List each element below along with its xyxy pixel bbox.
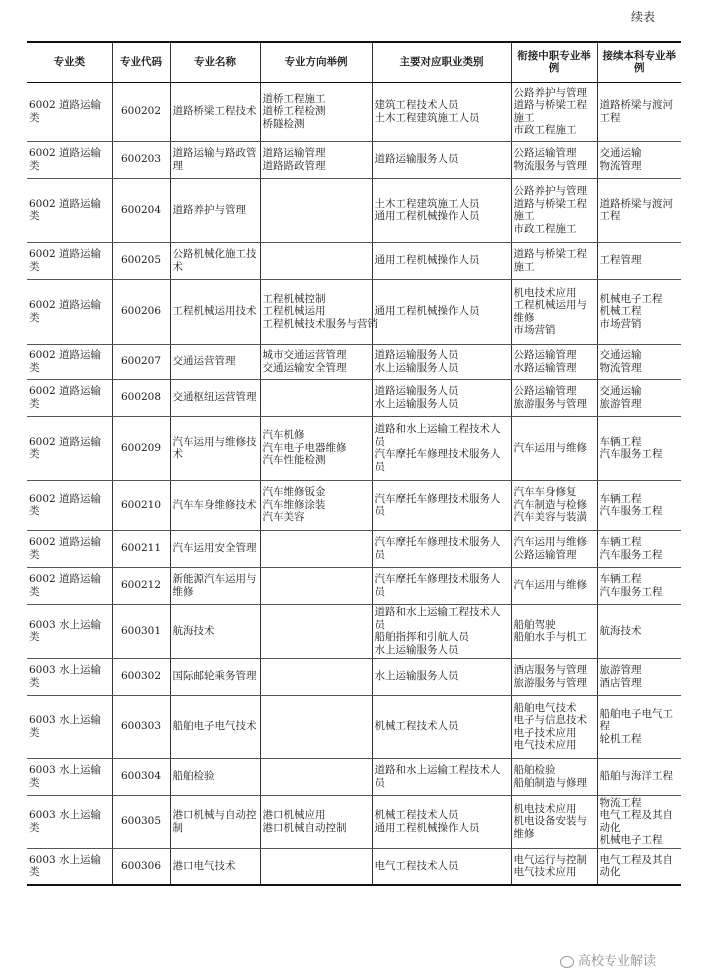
cell-directions-line: 桥隧检测 bbox=[262, 117, 305, 130]
cell-secondary-line: 汽车运用与维修 bbox=[513, 441, 587, 454]
cell-directions-line: 港口机械自动控制 bbox=[262, 821, 347, 834]
cell-secondary bbox=[511, 416, 597, 480]
cell-category: 6003 水上运输类 bbox=[27, 604, 112, 658]
cell-directions bbox=[260, 344, 372, 379]
cell-occupations bbox=[372, 379, 511, 416]
cell-undergrad bbox=[597, 480, 681, 530]
cell-directions bbox=[260, 82, 372, 141]
cell-secondary-line: 公路运输管理 bbox=[513, 385, 577, 397]
cell-undergrad bbox=[597, 530, 681, 567]
cell-secondary-line: 电气技术应用 bbox=[513, 866, 577, 879]
cell-directions bbox=[260, 530, 372, 567]
cell-name-line: 汽车车身维修技术 bbox=[172, 498, 257, 511]
cell-directions-line: 道桥工程检测 bbox=[262, 105, 326, 118]
cell-occupations-line: 道路运输服务人员 bbox=[374, 153, 459, 166]
header-category: 专业类 bbox=[27, 42, 112, 82]
cell-undergrad-line: 酒店管理 bbox=[599, 676, 642, 689]
cell-code: 600302 bbox=[112, 658, 170, 695]
cell-secondary bbox=[511, 242, 597, 279]
cell-secondary bbox=[511, 480, 597, 530]
cell-category: 6003 水上运输类 bbox=[27, 848, 112, 885]
cell-undergrad-line: 航海技术 bbox=[599, 624, 642, 637]
cell-occupations bbox=[372, 344, 511, 379]
cell-secondary-line: 船舶检验 bbox=[513, 764, 556, 776]
cell-secondary-line: 公路养护与管理 bbox=[513, 86, 587, 99]
cell-undergrad-line: 物流管理 bbox=[599, 159, 642, 172]
cell-directions-line: 汽车性能检测 bbox=[262, 454, 326, 467]
table-row bbox=[27, 795, 681, 848]
cell-code: 600206 bbox=[112, 279, 170, 344]
cell-occupations bbox=[372, 567, 511, 604]
cell-secondary-line: 市场营销 bbox=[513, 324, 556, 336]
cell-undergrad bbox=[597, 279, 681, 344]
table-row bbox=[27, 344, 681, 379]
cell-undergrad bbox=[597, 658, 681, 695]
cell-secondary-line: 机电技术应用 bbox=[513, 802, 577, 815]
cell-category: 6003 水上运输类 bbox=[27, 695, 112, 758]
cell-name bbox=[170, 82, 260, 141]
cell-name-line: 道路运输与路政管理 bbox=[172, 147, 257, 172]
cell-directions-line: 汽车机修 bbox=[262, 429, 305, 442]
cell-secondary-line: 道路与桥梁工程施工 bbox=[513, 197, 587, 222]
cell-undergrad-line: 车辆工程 bbox=[599, 573, 642, 585]
cell-undergrad-line: 交通运输 bbox=[599, 385, 642, 397]
cell-secondary-line: 旅游服务与管理 bbox=[513, 397, 587, 410]
cell-occupations bbox=[372, 242, 511, 279]
cell-name-line: 道路桥梁工程技术 bbox=[172, 105, 257, 118]
cell-occupations-line: 土木工程建筑施工人员 bbox=[374, 197, 480, 210]
table-row bbox=[27, 758, 681, 795]
cell-name bbox=[170, 848, 260, 885]
cell-code: 600306 bbox=[112, 848, 170, 885]
cell-occupations bbox=[372, 658, 511, 695]
cell-name-line: 国际邮轮乘务管理 bbox=[172, 670, 257, 683]
cell-undergrad-line: 汽车服务工程 bbox=[599, 505, 663, 517]
cell-undergrad bbox=[597, 141, 681, 178]
cell-name bbox=[170, 480, 260, 530]
cell-secondary-line: 物流服务与管理 bbox=[513, 159, 587, 172]
cell-category: 6002 道路运输类 bbox=[27, 178, 112, 242]
cell-category: 6002 道路运输类 bbox=[27, 279, 112, 344]
cell-occupations-line: 汽车摩托车修理技术服务人员 bbox=[374, 536, 501, 561]
header-occupations: 主要对应职业类别 bbox=[372, 42, 511, 82]
cell-directions-line: 港口机械应用 bbox=[262, 809, 326, 821]
cell-secondary-line: 机电技术应用 bbox=[513, 286, 577, 299]
cell-occupations bbox=[372, 82, 511, 141]
cell-directions bbox=[260, 695, 372, 758]
cell-occupations bbox=[372, 848, 511, 885]
cell-code: 600301 bbox=[112, 604, 170, 658]
cell-category: 6002 道路运输类 bbox=[27, 242, 112, 279]
cell-secondary-line: 市政工程施工 bbox=[513, 124, 577, 136]
cell-name bbox=[170, 530, 260, 567]
cell-occupations-line: 道路和水上运输工程技术人员 bbox=[374, 423, 501, 448]
table-row bbox=[27, 480, 681, 530]
cell-undergrad-line: 物流管理 bbox=[599, 361, 642, 374]
cell-occupations-line: 汽车摩托车修理技术服务人员 bbox=[374, 573, 501, 598]
cell-undergrad bbox=[597, 695, 681, 758]
cell-occupations-line: 通用工程机械操作人员 bbox=[374, 821, 480, 834]
cell-undergrad-line: 交通运输 bbox=[599, 349, 642, 361]
cell-undergrad bbox=[597, 82, 681, 141]
cell-secondary bbox=[511, 178, 597, 242]
cell-undergrad-line: 旅游管理 bbox=[599, 664, 642, 676]
cell-occupations-line: 道路和水上运输工程技术人员 bbox=[374, 606, 501, 631]
cell-occupations-line: 水上运输服务人员 bbox=[374, 361, 459, 374]
cell-name bbox=[170, 344, 260, 379]
cell-occupations bbox=[372, 416, 511, 480]
cell-secondary-line: 工程机械运用与维修 bbox=[513, 299, 587, 324]
cell-undergrad-line: 机械电子工程 bbox=[599, 834, 663, 846]
cell-name-line: 工程机械运用技术 bbox=[172, 305, 257, 318]
cell-secondary bbox=[511, 658, 597, 695]
cell-directions bbox=[260, 658, 372, 695]
cell-name bbox=[170, 604, 260, 658]
cell-occupations bbox=[372, 530, 511, 567]
cell-occupations-line: 水上运输服务人员 bbox=[374, 397, 459, 410]
cell-code: 600211 bbox=[112, 530, 170, 567]
cell-directions bbox=[260, 379, 372, 416]
table-row bbox=[27, 530, 681, 567]
cell-name-line: 航海技术 bbox=[172, 624, 215, 637]
cell-code: 600203 bbox=[112, 141, 170, 178]
cell-directions bbox=[260, 279, 378, 344]
cell-directions bbox=[260, 480, 372, 530]
cell-directions-line: 城市交通运营管理 bbox=[262, 349, 347, 361]
watermark-text: 高校专业解读 bbox=[578, 954, 657, 969]
cell-secondary bbox=[511, 795, 597, 848]
cell-secondary bbox=[511, 695, 597, 758]
cell-code: 600207 bbox=[112, 344, 170, 379]
table-row bbox=[27, 416, 681, 480]
cell-directions-line: 道桥工程施工 bbox=[262, 92, 326, 105]
cell-undergrad bbox=[597, 416, 681, 480]
cell-directions-line: 工程机械技术服务与营销 bbox=[262, 317, 378, 330]
cell-secondary-line: 道路与桥梁工程施工 bbox=[513, 99, 587, 124]
table-row bbox=[27, 178, 681, 242]
cell-undergrad-line: 轮机工程 bbox=[599, 732, 642, 745]
cell-undergrad-line: 交通运输 bbox=[599, 147, 642, 159]
cell-code: 600304 bbox=[112, 758, 170, 795]
cell-occupations-line: 水上运输服务人员 bbox=[374, 643, 459, 656]
header-secondary: 衔接中职专业举例 bbox=[511, 42, 597, 82]
cell-name bbox=[170, 795, 260, 848]
cell-undergrad-line: 机械电子工程 bbox=[599, 292, 663, 305]
cell-name bbox=[170, 567, 260, 604]
cell-occupations bbox=[372, 480, 511, 530]
cell-occupations bbox=[372, 795, 511, 848]
cell-secondary-line: 公路运输管理 bbox=[513, 147, 577, 159]
cell-undergrad bbox=[597, 178, 681, 242]
cell-code: 600303 bbox=[112, 695, 170, 758]
cell-category: 6002 道路运输类 bbox=[27, 344, 112, 379]
cell-directions bbox=[260, 416, 372, 480]
cell-code: 600205 bbox=[112, 242, 170, 279]
cell-secondary-line: 电气运行与控制 bbox=[513, 853, 587, 866]
cell-directions bbox=[260, 848, 372, 885]
cell-directions bbox=[260, 604, 372, 658]
cell-name-line: 港口机械与自动控制 bbox=[172, 809, 257, 834]
cell-name-line: 公路机械化施工技术 bbox=[172, 248, 257, 273]
cell-directions bbox=[260, 141, 372, 178]
cell-occupations-line: 机械工程技术人员 bbox=[374, 720, 459, 733]
cell-directions-line: 工程机械控制 bbox=[262, 292, 326, 305]
cell-name-line: 交通运营管理 bbox=[172, 355, 236, 368]
cell-occupations-line: 道路运输服务人员 bbox=[374, 349, 459, 361]
cell-code: 600208 bbox=[112, 379, 170, 416]
header-name: 专业名称 bbox=[170, 42, 260, 82]
cell-name bbox=[170, 178, 260, 242]
cell-undergrad bbox=[597, 242, 681, 279]
cell-undergrad-line: 船舶与海洋工程 bbox=[599, 770, 673, 783]
cell-occupations-line: 水上运输服务人员 bbox=[374, 670, 459, 683]
cell-undergrad-line: 车辆工程 bbox=[599, 536, 642, 548]
header-code: 专业代码 bbox=[112, 42, 170, 82]
cell-directions bbox=[260, 795, 372, 848]
cell-directions bbox=[260, 242, 372, 279]
cell-undergrad bbox=[597, 848, 681, 885]
cell-secondary-line: 市政工程施工 bbox=[513, 222, 577, 235]
cell-secondary-line: 酒店服务与管理 bbox=[513, 664, 587, 676]
cell-undergrad bbox=[597, 379, 681, 416]
cell-secondary-line: 电子与信息技术 bbox=[513, 714, 587, 726]
cell-occupations-line: 通用工程机械操作人员 bbox=[374, 210, 480, 222]
table-row bbox=[27, 604, 681, 658]
cell-code: 600204 bbox=[112, 178, 170, 242]
table-row bbox=[27, 848, 681, 885]
cell-undergrad-line: 汽车服务工程 bbox=[599, 548, 663, 561]
cell-category: 6002 道路运输类 bbox=[27, 416, 112, 480]
cell-undergrad-line: 旅游管理 bbox=[599, 397, 642, 410]
cell-occupations-line: 道路和水上运输工程技术人员 bbox=[374, 764, 501, 789]
cell-name-line: 汽车运用与维修技术 bbox=[172, 435, 257, 460]
cell-undergrad-line: 道路桥梁与渡河工程 bbox=[599, 99, 673, 124]
cell-secondary-line: 船舶驾驶 bbox=[513, 618, 556, 631]
cell-secondary bbox=[511, 758, 597, 795]
cell-undergrad-line: 工程管理 bbox=[599, 254, 642, 267]
table-row bbox=[27, 279, 681, 344]
cell-undergrad-line: 电气工程及其自动化 bbox=[599, 853, 673, 879]
cell-undergrad-line: 车辆工程 bbox=[599, 435, 642, 448]
cell-name-line: 新能源汽车运用与维修 bbox=[172, 573, 257, 598]
cell-occupations-line: 汽车摩托车修理技术服务人员 bbox=[374, 492, 501, 517]
cell-secondary bbox=[511, 344, 597, 379]
cell-secondary-line: 汽车运用与维修 bbox=[513, 536, 587, 548]
cell-secondary bbox=[511, 567, 597, 604]
cell-occupations bbox=[372, 279, 511, 344]
cell-occupations bbox=[372, 604, 511, 658]
cell-code: 600202 bbox=[112, 82, 170, 141]
cell-category: 6002 道路运输类 bbox=[27, 567, 112, 604]
table-row bbox=[27, 242, 681, 279]
cell-occupations bbox=[372, 758, 511, 795]
cell-name bbox=[170, 695, 260, 758]
cell-category: 6003 水上运输类 bbox=[27, 658, 112, 695]
cell-category: 6003 水上运输类 bbox=[27, 795, 112, 848]
cell-occupations-line: 道路运输服务人员 bbox=[374, 385, 459, 397]
cell-category: 6002 道路运输类 bbox=[27, 379, 112, 416]
cell-directions-line: 汽车维修钣金 bbox=[262, 486, 326, 499]
table-body bbox=[27, 82, 681, 885]
cell-secondary bbox=[511, 141, 597, 178]
majors-table bbox=[27, 41, 681, 886]
cell-undergrad bbox=[597, 795, 681, 848]
cell-occupations-line: 船舶指挥和引航人员 bbox=[374, 631, 469, 643]
cell-category: 6003 水上运输类 bbox=[27, 758, 112, 795]
cell-secondary-line: 机电设备安装与维修 bbox=[513, 815, 587, 840]
cell-name bbox=[170, 141, 260, 178]
cell-occupations-line: 机械工程技术人员 bbox=[374, 809, 459, 821]
cell-directions-line: 汽车电子电器维修 bbox=[262, 441, 347, 454]
cell-secondary-line: 公路养护与管理 bbox=[513, 185, 587, 197]
cell-name bbox=[170, 658, 260, 695]
cell-occupations-line: 汽车摩托车修理技术服务人员 bbox=[374, 448, 501, 473]
cell-secondary-line: 汽车美容与装潢 bbox=[513, 511, 587, 524]
cell-undergrad-line: 机械工程 bbox=[599, 305, 642, 318]
table-row bbox=[27, 567, 681, 604]
table-row bbox=[27, 141, 681, 178]
cell-occupations-line: 电气工程技术人员 bbox=[374, 860, 459, 872]
cell-secondary-line: 水路运输管理 bbox=[513, 361, 577, 374]
cell-undergrad bbox=[597, 758, 681, 795]
cell-name bbox=[170, 242, 260, 279]
table-row bbox=[27, 695, 681, 758]
cell-undergrad-line: 道路桥梁与渡河工程 bbox=[599, 197, 673, 222]
wechat-icon bbox=[560, 956, 574, 968]
cell-secondary-line: 道路与桥梁工程施工 bbox=[513, 248, 587, 273]
table-row bbox=[27, 658, 681, 695]
cell-code: 600305 bbox=[112, 795, 170, 848]
cell-secondary bbox=[511, 604, 597, 658]
cell-occupations bbox=[372, 695, 511, 758]
cell-undergrad-line: 车辆工程 bbox=[599, 492, 642, 505]
cell-secondary-line: 汽车运用与维修 bbox=[513, 579, 587, 592]
cell-secondary-line: 汽车制造与检修 bbox=[513, 498, 587, 511]
cell-category: 6002 道路运输类 bbox=[27, 480, 112, 530]
cell-secondary-line: 船舶水手与机工 bbox=[513, 631, 587, 643]
cell-undergrad-line: 汽车服务工程 bbox=[599, 585, 663, 598]
table-header-row bbox=[27, 42, 681, 82]
cell-name-line: 道路养护与管理 bbox=[172, 203, 246, 216]
cell-occupations-line: 通用工程机械操作人员 bbox=[374, 254, 480, 267]
cell-directions-line: 道路运输管理 bbox=[262, 147, 326, 159]
cell-occupations-line: 建筑工程技术人员 bbox=[374, 99, 459, 111]
cell-occupations bbox=[372, 178, 511, 242]
cell-secondary bbox=[511, 848, 597, 885]
cell-undergrad-line: 市场营销 bbox=[599, 317, 642, 330]
cell-name bbox=[170, 379, 260, 416]
header-undergrad: 接续本科专业举例 bbox=[597, 42, 681, 82]
cell-directions bbox=[260, 758, 372, 795]
watermark bbox=[560, 950, 656, 969]
cell-secondary-line: 电子技术应用 bbox=[513, 726, 577, 739]
cell-directions bbox=[260, 567, 372, 604]
cell-occupations bbox=[372, 141, 511, 178]
cell-secondary-line: 电气技术应用 bbox=[513, 739, 577, 751]
cell-directions-line: 交通运输安全管理 bbox=[262, 361, 347, 374]
cell-occupations-line: 土木工程建筑施工人员 bbox=[374, 111, 480, 124]
cell-secondary-line: 公路运输管理 bbox=[513, 349, 577, 361]
cell-directions bbox=[260, 178, 372, 242]
cell-name-line: 交通枢纽运营管理 bbox=[172, 391, 257, 404]
cell-secondary bbox=[511, 379, 597, 416]
cell-secondary-line: 公路运输管理 bbox=[513, 548, 577, 561]
cell-undergrad-line: 电气工程及其自动化 bbox=[599, 809, 673, 834]
continued-label: 续表 bbox=[630, 10, 655, 24]
cell-code: 600209 bbox=[112, 416, 170, 480]
cell-directions-line: 道路路政管理 bbox=[262, 159, 326, 172]
cell-code: 600210 bbox=[112, 480, 170, 530]
cell-undergrad-line: 物流工程 bbox=[599, 796, 642, 809]
cell-secondary bbox=[511, 82, 597, 141]
cell-category: 6002 道路运输类 bbox=[27, 530, 112, 567]
cell-category: 6002 道路运输类 bbox=[27, 141, 112, 178]
cell-name-line: 船舶检验 bbox=[172, 770, 215, 783]
cell-secondary bbox=[511, 279, 597, 344]
cell-name-line: 船舶电子电气技术 bbox=[172, 720, 257, 733]
cell-undergrad-line: 船舶电子电气工程 bbox=[599, 707, 673, 733]
cell-directions-line: 工程机械运用 bbox=[262, 305, 326, 318]
table-row bbox=[27, 379, 681, 416]
cell-secondary-line: 船舶电气技术 bbox=[513, 701, 577, 714]
cell-name bbox=[170, 758, 260, 795]
cell-name-line: 港口电气技术 bbox=[172, 860, 236, 872]
cell-undergrad-line: 汽车服务工程 bbox=[599, 448, 663, 460]
cell-name bbox=[170, 416, 260, 480]
cell-secondary bbox=[511, 530, 597, 567]
cell-name bbox=[170, 279, 260, 344]
cell-category: 6002 道路运输类 bbox=[27, 82, 112, 141]
cell-directions-line: 汽车美容 bbox=[262, 511, 305, 524]
header-directions: 专业方向举例 bbox=[260, 42, 372, 82]
cell-undergrad bbox=[597, 604, 681, 658]
cell-undergrad bbox=[597, 344, 681, 379]
cell-directions-line: 汽车维修涂装 bbox=[262, 498, 326, 511]
cell-code: 600212 bbox=[112, 567, 170, 604]
cell-secondary-line: 汽车车身修复 bbox=[513, 486, 577, 499]
cell-secondary-line: 旅游服务与管理 bbox=[513, 676, 587, 689]
cell-secondary-line: 船舶制造与修理 bbox=[513, 776, 587, 789]
cell-name-line: 汽车运用安全管理 bbox=[172, 542, 257, 555]
cell-undergrad bbox=[597, 567, 681, 604]
table-row bbox=[27, 82, 681, 141]
cell-occupations-line: 通用工程机械操作人员 bbox=[374, 305, 480, 318]
